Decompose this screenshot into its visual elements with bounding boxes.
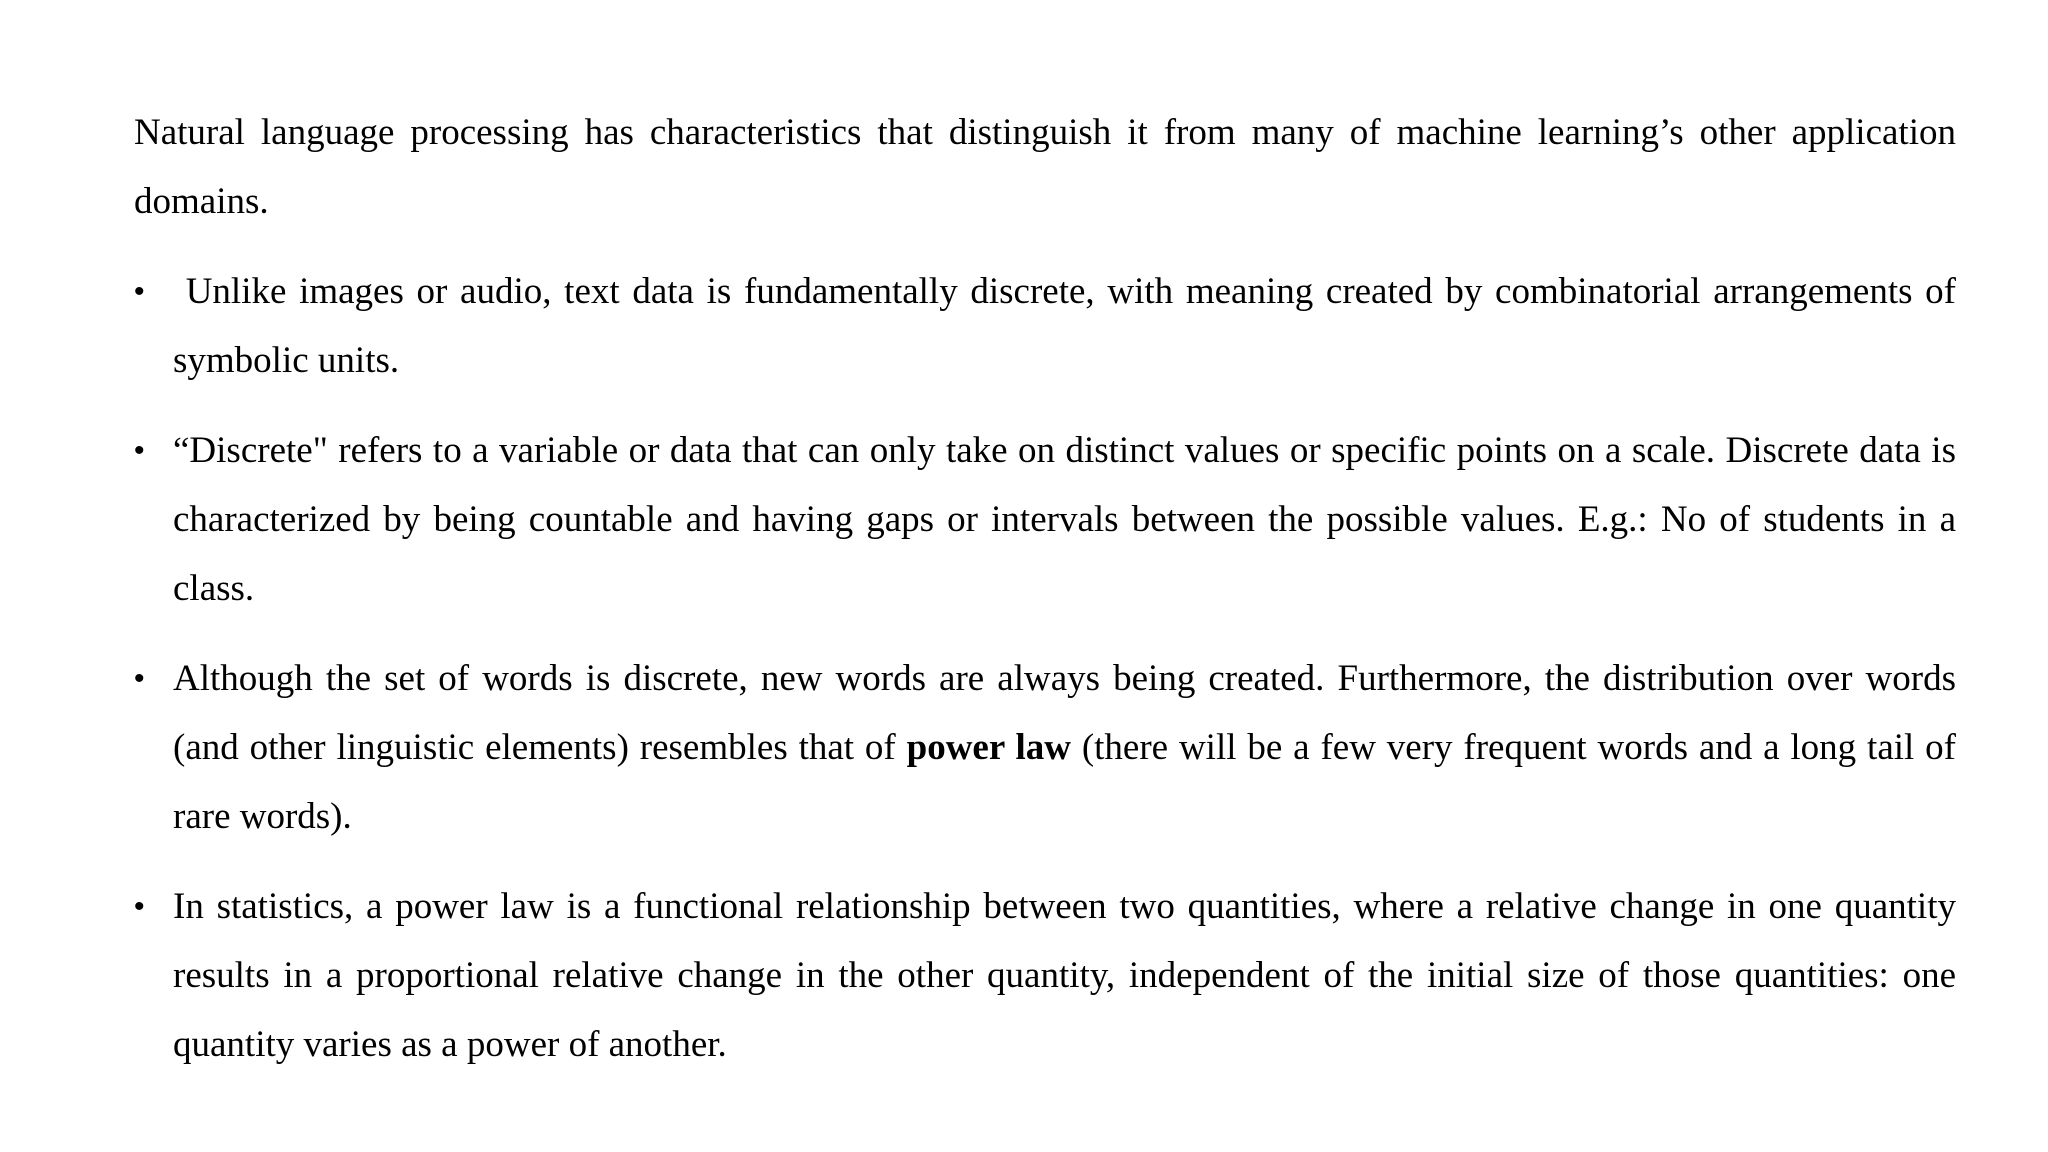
bullet-item-power-law-definition <box>134 872 1956 1079</box>
bullet-text-before: Although the set of words is discrete, new words are always being created. Furthermore, the distribution over words (and other linguistic elements) resembles that of <box>173 658 1956 768</box>
slide-content <box>134 98 1966 1100</box>
bullet-dot-icon: • <box>134 275 145 308</box>
bullet-dot-icon: • <box>134 890 145 923</box>
power-law-term: power law <box>906 727 1071 768</box>
bullet-text: In statistics, a power law is a functional relationship between two quantities, where a relative change in one quantity results in a proportional relative change in the other quantity, independent of the initial size of those quantities: one quantity varies as a power of another. <box>173 886 1956 1065</box>
bullet-text: “Discrete" refers to a variable or data that can only take on distinct values or specific points on a scale. Discrete data is characterized by being countable and having gaps or intervals between the possible values. E.g.: No of students in a class. <box>173 430 1956 609</box>
bullet-item-power-law <box>134 644 1956 851</box>
bullet-text-after: (there will be a few very frequent words and a long tail of rare words). <box>173 727 1956 837</box>
intro-paragraph: Natural language processing has characteristics that distinguish it from many of machine learning’s other application domains. <box>134 112 1956 222</box>
bullet-list <box>134 257 1966 1079</box>
bullet-text <box>173 644 1956 851</box>
bullet-dot-icon: • <box>134 434 145 467</box>
bullet-item-discrete-text <box>134 257 1966 395</box>
bullet-item-discrete-definition <box>134 416 1956 623</box>
bullet-text: Unlike images or audio, text data is fundamentally discrete, with meaning created by combinatorial arrangements of symbolic units. <box>173 271 1966 381</box>
bullet-dot-icon: • <box>134 662 145 695</box>
